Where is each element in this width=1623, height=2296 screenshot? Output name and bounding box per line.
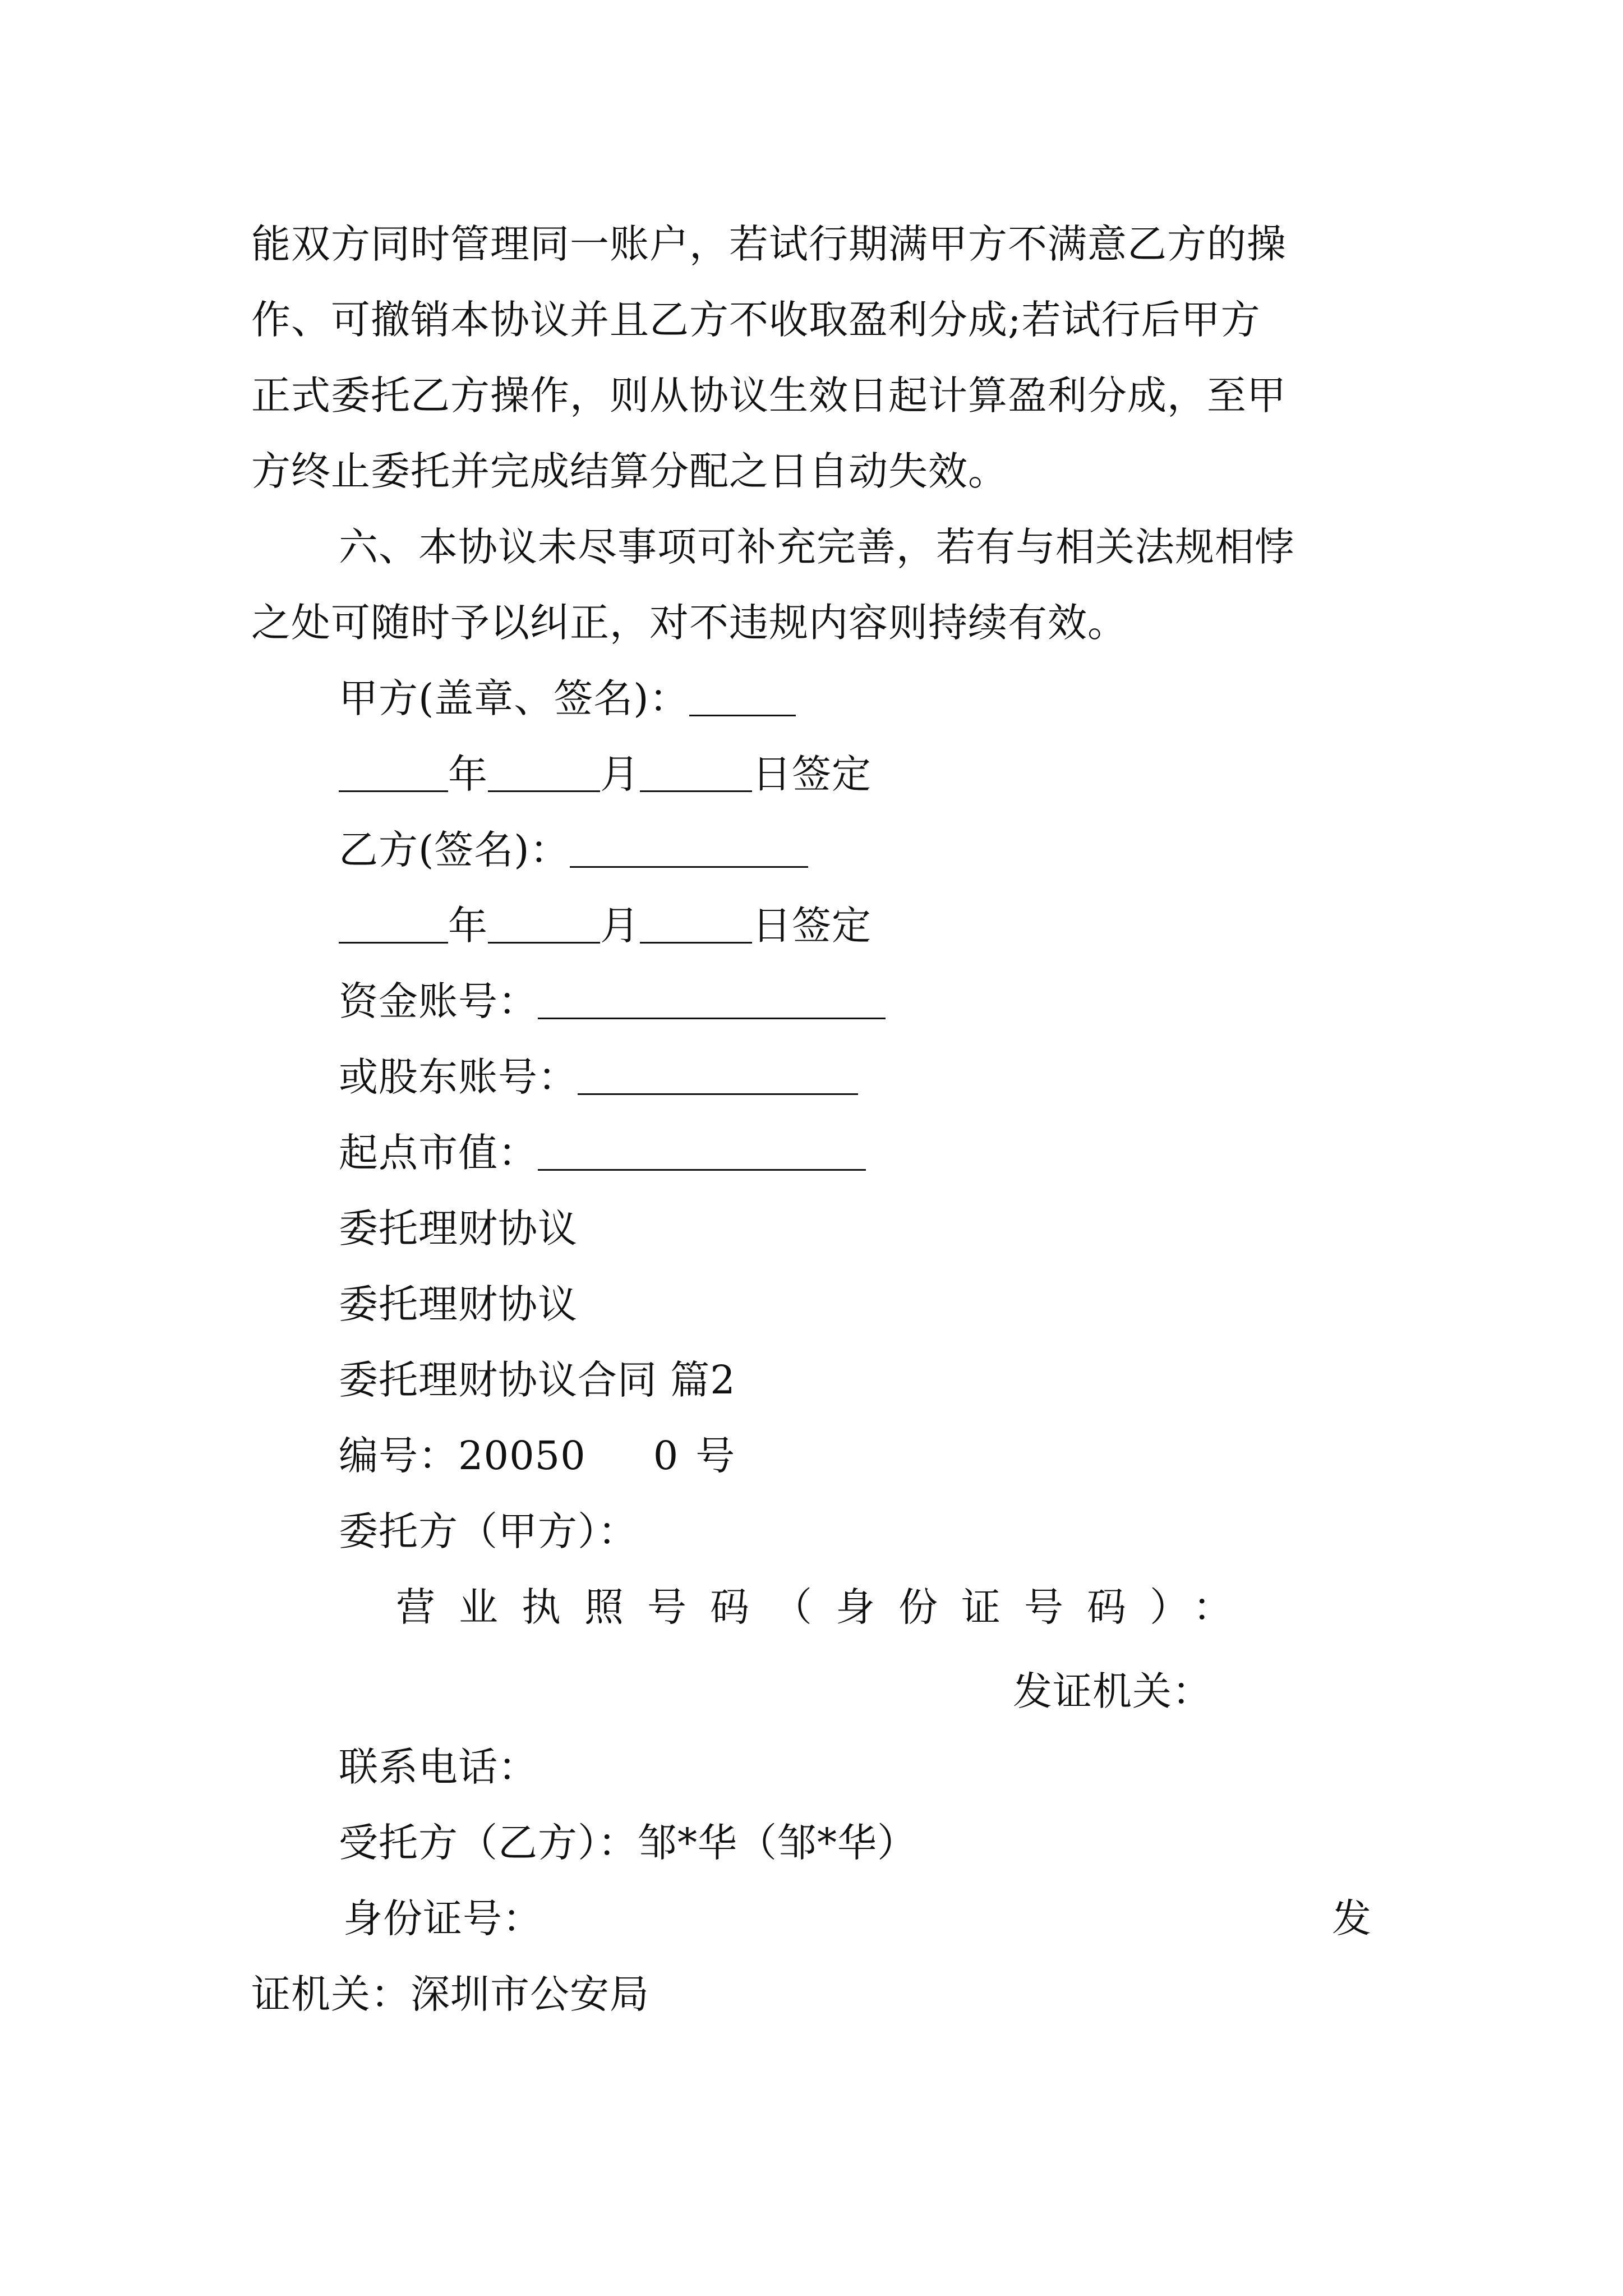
month-blank — [488, 751, 600, 792]
day-blank — [640, 903, 752, 944]
phone-line: 联系电话： — [339, 1744, 538, 1790]
id-issuer-start: 发 — [1332, 1895, 1372, 1941]
shareholder-account-line — [339, 1049, 858, 1105]
contract-number-suffix: 号 — [695, 1433, 736, 1479]
year-blank — [339, 751, 448, 792]
party-a-signature-blank — [689, 675, 796, 716]
party-a-signature-line — [339, 670, 796, 726]
section-title: 委托理财协议 — [339, 1281, 578, 1327]
body-text-line: 六、本协议未尽事项可补充完善，若有与相关法规相悖 — [339, 524, 1294, 570]
party-b-signature-blank — [570, 827, 808, 868]
party-b-label: 乙方(签名)： — [339, 827, 570, 873]
month-label: 月 — [600, 903, 640, 949]
day-blank — [640, 751, 752, 792]
year-label: 年 — [448, 903, 488, 949]
shareholder-account-label: 或股东账号： — [339, 1054, 578, 1100]
body-text-line: 之处可随时予以纠正，对不违规内容则持续有效。 — [251, 600, 1127, 646]
section-title: 委托理财协议 — [339, 1205, 578, 1251]
fund-account-line — [339, 973, 886, 1029]
party-a-label: 甲方(盖章、签名)： — [339, 675, 689, 721]
party-b-signature-line — [339, 822, 808, 878]
party-a-date-line — [339, 746, 872, 802]
year-blank — [339, 903, 448, 944]
license-number-label: 营业执照号码（身份证号码）： — [396, 1584, 1256, 1630]
contract-number-line — [339, 1428, 735, 1484]
day-signed-label: 日签定 — [752, 751, 872, 797]
start-value-blank — [538, 1130, 866, 1171]
id-issuer-line: 证机关：深圳市公安局 — [251, 1971, 649, 2017]
shareholder-account-blank — [578, 1054, 858, 1095]
month-label: 月 — [600, 751, 640, 797]
contract-number-mid: 0 — [653, 1433, 679, 1479]
start-value-line — [339, 1125, 866, 1181]
section-title: 委托理财协议合同 篇2 — [339, 1357, 736, 1403]
body-text-line: 正式委托乙方操作，则从协议生效日起计算盈利分成，至甲 — [251, 372, 1287, 418]
trustee-line: 受托方（乙方）：邹*华（邹*华） — [339, 1820, 917, 1866]
body-text-line: 能双方同时管理同一账户，若试行期满甲方不满意乙方的操 — [251, 221, 1287, 267]
start-value-label: 起点市值： — [339, 1130, 538, 1176]
client-line: 委托方（甲方）： — [339, 1508, 638, 1554]
fund-account-blank — [538, 978, 886, 1019]
body-text-line: 作、可撤销本协议并且乙方不收取盈利分成;若试行后甲方 — [251, 297, 1261, 343]
id-number-label: 身份证号： — [343, 1895, 542, 1941]
month-blank — [488, 903, 600, 944]
issuer-label: 发证机关： — [1013, 1668, 1212, 1714]
party-b-date-line — [339, 898, 872, 954]
fund-account-label: 资金账号： — [339, 978, 538, 1024]
day-signed-label: 日签定 — [752, 903, 872, 949]
year-label: 年 — [448, 751, 488, 797]
contract-number-label: 编号：20050 — [339, 1433, 586, 1479]
body-text-line: 方终止委托并完成结算分配之日自动失效。 — [251, 448, 1008, 494]
